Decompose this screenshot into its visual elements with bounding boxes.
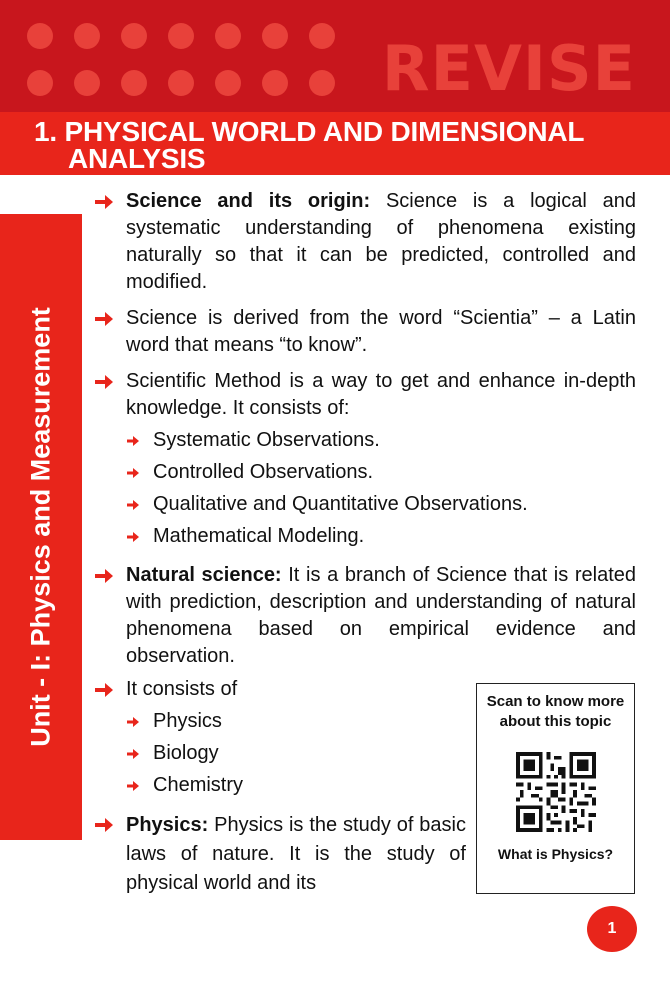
chapter-title-line1: 1. PHYSICAL WORLD AND DIMENSIONAL — [34, 116, 585, 147]
text-consists-of: It consists of — [126, 678, 238, 700]
small-red-arrow-icon — [126, 531, 140, 543]
text-science-origin: Science is a logical and systematic understanding of phenomena existing naturally so that it can be predicted, controlled and modified. — [126, 190, 636, 293]
term-physics: Physics: — [126, 814, 209, 836]
header-banner — [0, 0, 670, 112]
decorative-dot-icon — [309, 70, 335, 96]
decorative-dot-icon — [74, 23, 100, 49]
list-item — [94, 424, 636, 456]
method-item-label: Qualitative and Quantitative Observations. — [153, 493, 528, 515]
unit-label: Unit - I: Physics and Measurement — [25, 307, 56, 747]
decorative-dot-icon — [309, 23, 335, 49]
list-item — [94, 488, 636, 520]
qr-panel — [476, 683, 635, 894]
decorative-dot-icon — [27, 23, 53, 49]
list-item — [94, 520, 636, 552]
decorative-dot-icon — [121, 23, 147, 49]
decorative-dot-icon — [27, 70, 53, 96]
text-scientific-method: Scientific Method is a way to get and enhance in-depth knowledge. It consists of: — [126, 370, 636, 419]
red-arrow-icon — [94, 311, 114, 327]
text-scientia: Science is derived from the word “Scientia” – a Latin word that means “to know”. — [126, 307, 636, 356]
decorative-dot-icon — [215, 70, 241, 96]
method-item-label: Controlled Observations. — [153, 461, 374, 483]
method-item-label: Systematic Observations. — [153, 429, 380, 451]
red-arrow-icon — [94, 682, 114, 698]
term-natural-science: Natural science: — [126, 564, 282, 586]
bullet-natural-science — [94, 562, 636, 670]
bullet-physics — [94, 811, 466, 898]
page-number: 1 — [587, 906, 637, 952]
qr-label: What is Physics? — [497, 846, 614, 862]
red-arrow-icon — [94, 568, 114, 584]
small-red-arrow-icon — [126, 748, 140, 760]
small-red-arrow-icon — [126, 499, 140, 511]
bullet-scientia — [94, 305, 636, 359]
branch-item-label: Physics — [153, 710, 222, 732]
chapter-title — [34, 118, 654, 172]
bullet-science-origin — [94, 188, 636, 296]
section-label: REVISE — [381, 32, 636, 105]
red-arrow-icon — [94, 817, 114, 833]
decorative-dot-icon — [262, 70, 288, 96]
decorative-dot-icon — [168, 70, 194, 96]
decorative-dot-icon — [74, 70, 100, 96]
qr-caption: Scan to know more about this topic — [486, 693, 625, 730]
red-arrow-icon — [94, 374, 114, 390]
decorative-dot-icon — [121, 70, 147, 96]
text-physics: Physics is the study of basic laws of nature. It is the study of physical world and its — [126, 814, 466, 894]
method-item-label: Mathematical Modeling. — [153, 525, 365, 547]
bullet-scientific-method — [94, 368, 636, 422]
term-science-origin: Science and its origin: — [126, 190, 371, 212]
red-arrow-icon — [94, 194, 114, 210]
qr-code-icon[interactable] — [516, 752, 596, 832]
decorative-dot-icon — [215, 23, 241, 49]
small-red-arrow-icon — [126, 780, 140, 792]
decorative-dot-icon — [262, 23, 288, 49]
small-red-arrow-icon — [126, 716, 140, 728]
small-red-arrow-icon — [126, 467, 140, 479]
text-natural-science: It is a branch of Science that is related with prediction, description and understanding of natural phenomena based on empirical evidence and observation. — [126, 564, 636, 667]
bullet-consists-of — [94, 676, 466, 703]
decorative-dot-icon — [168, 23, 194, 49]
branch-item-label: Chemistry — [153, 774, 244, 796]
chapter-title-line2: ANALYSIS — [68, 143, 206, 174]
small-red-arrow-icon — [126, 435, 140, 447]
branch-item-label: Biology — [153, 742, 219, 764]
list-item — [94, 456, 636, 488]
